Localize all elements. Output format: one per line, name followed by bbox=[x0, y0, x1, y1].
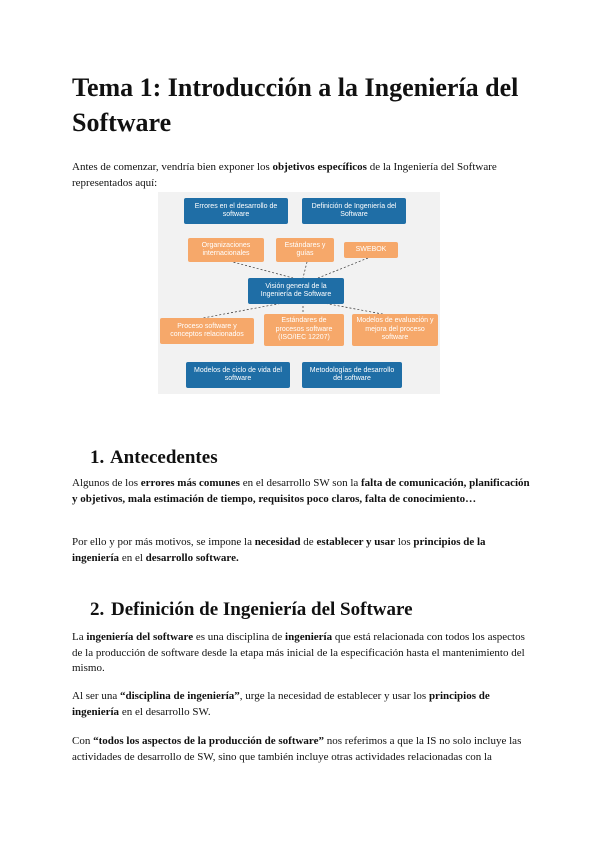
node-ciclo-vida: Modelos de ciclo de vida del software bbox=[186, 362, 290, 388]
text: en el bbox=[119, 551, 146, 564]
text: Con bbox=[72, 735, 94, 747]
bold-text: principios de ingeniería bbox=[72, 690, 490, 718]
text: es una disciplina de bbox=[193, 631, 286, 643]
node-metodologias: Metodologías de desarrollo del software bbox=[302, 362, 402, 388]
bold-text: “disciplina de ingeniería” bbox=[119, 690, 240, 702]
section-title: Definición de Ingeniería del Software bbox=[111, 599, 413, 620]
section-number: 2. bbox=[90, 599, 105, 620]
sec1-paragraph-2 bbox=[72, 535, 530, 566]
text: en el desarrollo SW son la bbox=[239, 477, 362, 489]
sec1-paragraph-1 bbox=[72, 476, 530, 507]
text: que está relacionada con todos los aspectos de la producción de software desde la etapa más inicial de la especificación hasta el mantenimiento del mismo. bbox=[72, 631, 525, 674]
sec2-paragraph-2 bbox=[72, 689, 530, 720]
text: Al ser una bbox=[72, 690, 120, 702]
sec2-paragraph-1 bbox=[72, 630, 530, 677]
text: , urge la necesidad de establecer y usar los bbox=[239, 690, 429, 702]
bold-text: “todos los aspectos de la producción de software” bbox=[93, 735, 324, 747]
text: La bbox=[72, 631, 87, 643]
node-errores: Errores en el desarrollo de software bbox=[184, 198, 288, 224]
text: de bbox=[300, 536, 317, 548]
node-modelos-evaluacion: Modelos de evaluación y mejora del proceso software bbox=[352, 314, 438, 346]
bold-text: desarrollo software. bbox=[145, 551, 239, 564]
section-title: Antecedentes bbox=[109, 447, 218, 468]
node-organizaciones: Organizaciones internacionales bbox=[188, 238, 264, 262]
node-estandares-procesos: Estándares de procesos software (ISO/IEC 12207) bbox=[264, 314, 344, 346]
bold-text: ingeniería bbox=[285, 631, 333, 643]
text: nos referimos a que la IS no solo incluye las actividades de desarrollo de SW, sino que también incluye otras actividades relacionadas con la bbox=[72, 735, 522, 763]
bold-text: ingeniería del software bbox=[86, 631, 194, 643]
text: en el desarrollo SW. bbox=[119, 705, 211, 718]
bold-text: falta de comunicación, planificación y objetivos, mala estimación de tiempo, requisitos poco claros, falta de conocimiento… bbox=[72, 477, 530, 505]
objectives-diagram bbox=[158, 192, 440, 394]
bold-text: necesidad bbox=[254, 536, 301, 548]
text: Por ello y por más motivos, se impone la bbox=[72, 536, 255, 548]
bold-text: errores más comunes bbox=[140, 477, 240, 489]
sec2-paragraph-3 bbox=[72, 734, 530, 765]
section-2-heading bbox=[90, 598, 413, 622]
intro-text: Antes de comenzar, vendría bien exponer los bbox=[72, 161, 273, 173]
section-number: 1. bbox=[90, 447, 105, 468]
bold-text: establecer y usar bbox=[316, 536, 396, 548]
intro-paragraph bbox=[72, 160, 530, 191]
intro-text: de la Ingeniería del Software representados aquí: bbox=[72, 161, 497, 189]
page-title: Tema 1: Introducción a la Ingeniería del Software bbox=[72, 73, 519, 137]
section-1-heading bbox=[90, 446, 218, 470]
node-vision-general: Visión general de la Ingeniería de Software bbox=[248, 278, 344, 304]
node-swebok: SWEBOK bbox=[344, 242, 398, 258]
node-definicion: Definición de Ingeniería del Software bbox=[302, 198, 406, 224]
text: los bbox=[395, 536, 414, 548]
node-estandares-guias: Estándares y guías bbox=[276, 238, 334, 262]
bold-text: principios de la ingeniería bbox=[72, 536, 486, 564]
intro-bold: objetivos específicos bbox=[272, 161, 367, 173]
node-proceso-software: Proceso software y conceptos relacionados bbox=[160, 318, 254, 344]
text: Algunos de los bbox=[72, 477, 141, 489]
